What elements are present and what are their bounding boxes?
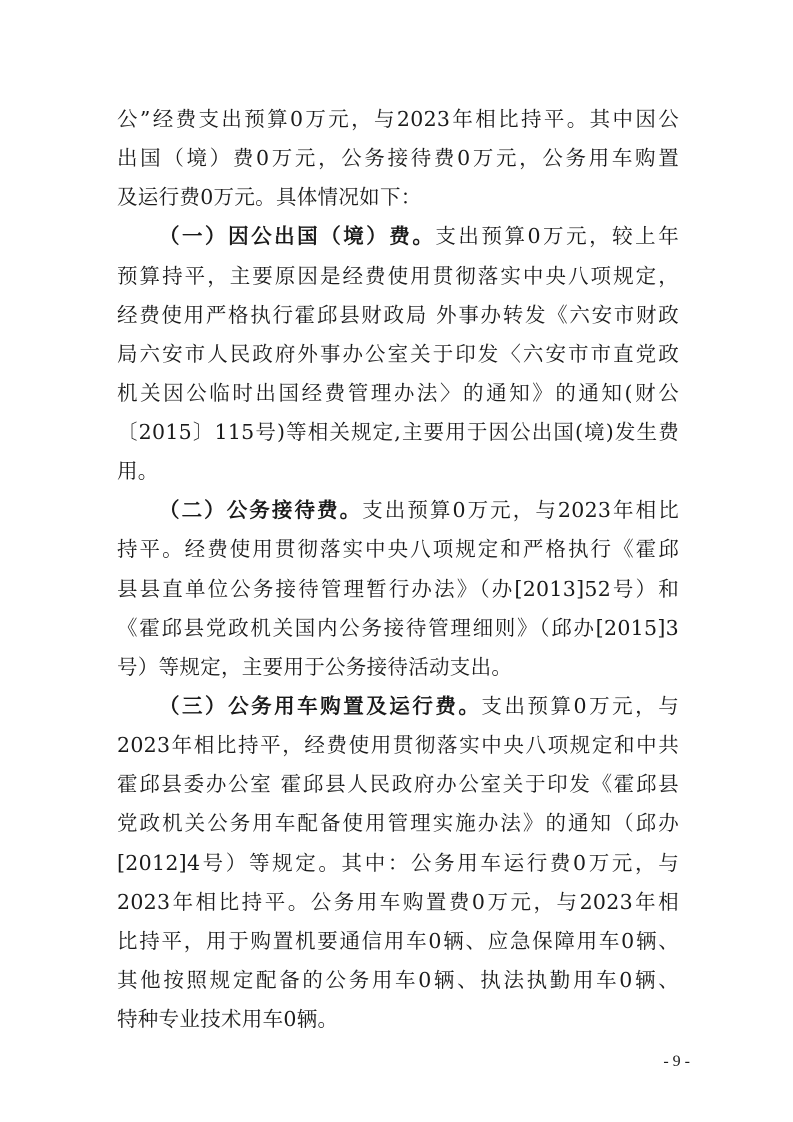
body-line: 特种专业技术用车0辆。 [117,1007,339,1031]
section-3-first-line [159,685,679,727]
section-lead-text: 支出预算0万元，与2023年相比 [362,498,680,523]
body-line: 比持平，用于购置机要通信用车0辆、应急保障用车0辆、 [117,928,679,953]
body-line: 公”经费支出预算0万元，与2023年相比持平。其中因公 [117,107,679,131]
section-heading: （一）因公出国（境）费。 [159,224,436,249]
section-2-first-line [159,489,679,531]
page-number: - 9 - [663,1053,690,1070]
body-line: 经费使用严格执行霍邱县财政局 外事办转发《六安市财政 [117,302,679,327]
section-1-first-line [159,215,679,257]
body-line: 用。 [117,459,159,484]
body-line: 〔2015〕115号)等相关规定,主要用于因公出国(境)发生费 [117,420,679,444]
body-line: 及运行费0万元。具体情况如下： [117,185,422,210]
body-line: 县县直单位公务接待管理暂行办法》（办[2013]52号）和 [117,576,679,601]
body-line: 号）等规定，主要用于公务接待活动支出。 [117,654,513,679]
section-heading: （二）公务接待费。 [159,498,363,523]
body-line: 霍邱县委办公室 霍邱县人民政府办公室关于印发《霍邱县 [117,772,679,797]
section-lead-text: 支出预算0万元，较上年 [435,224,679,249]
body-line: 持平。经费使用贯彻落实中央八项规定和严格执行《霍邱 [117,537,679,562]
section-lead-text: 支出预算0万元，与 [481,694,679,718]
body-line: 《霍邱县党政机关国内公务接待管理细则》（邱办[2015]3 [117,615,679,640]
body-line: 2023年相比持平。公务用车购置费0万元，与2023年相 [117,889,679,914]
body-line: 党政机关公务用车配备使用管理实施办法》的通知（邱办 [117,811,679,836]
body-line: 其他按照规定配备的公务用车0辆、执法执勤用车0辆、 [117,967,679,992]
body-line: 预算持平，主要原因是经费使用贯彻落实中央八项规定， [117,263,679,288]
body-line: 机关因公临时出国经费管理办法〉的通知》的通知(财公 [117,380,679,405]
body-line: 出国（境）费0万元，公务接待费0万元，公务用车购置 [117,146,679,171]
body-line: 局六安市人民政府外事办公室关于印发〈六安市市直党政 [117,341,679,366]
body-line: [2012]4号）等规定。其中：公务用车运行费0万元，与 [117,850,679,875]
section-heading: （三）公务用车购置及运行费。 [159,694,482,718]
body-line: 2023年相比持平，经费使用贯彻落实中央八项规定和中共 [117,733,679,758]
